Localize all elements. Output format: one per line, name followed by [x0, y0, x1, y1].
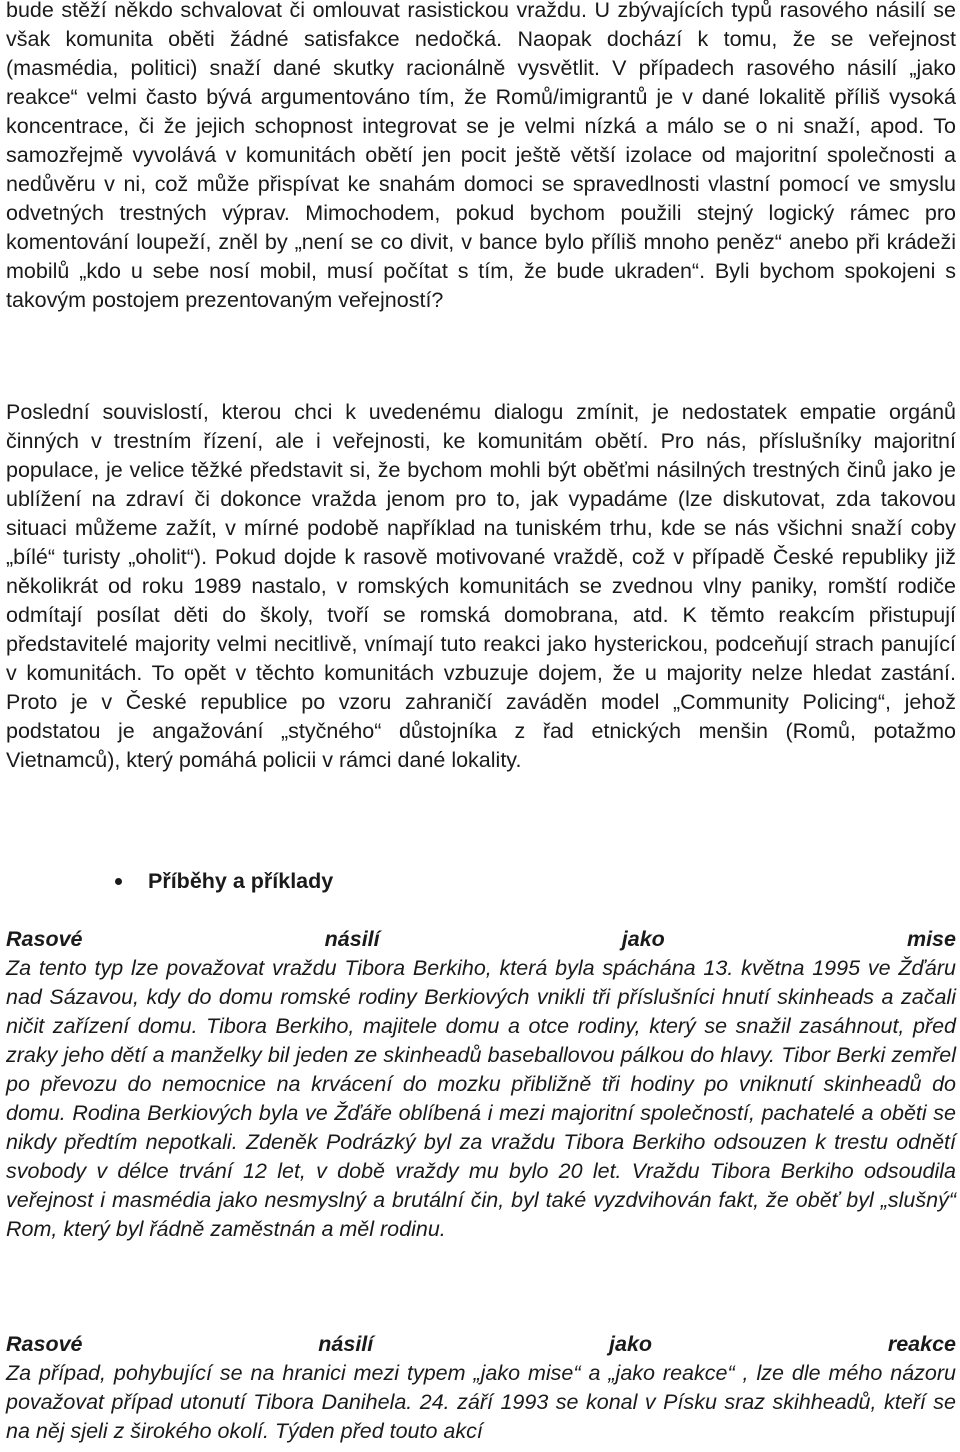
section-body-reakce: Za případ, pohybující se na hranici mezi typem „jako mise“ a „jako reakce“ , lze dle mého názoru považovat případ utonutí Tibora Danihela. 24. září 1993 se konal v Písku sraz skihheadů, kteří se na něj sjeli z širokého okolí. Týden před touto akcí — [6, 1361, 956, 1443]
bullet-icon — [115, 878, 122, 885]
heading-word: jako — [621, 927, 665, 951]
bullet-heading-text: Příběhy a příklady — [148, 869, 334, 893]
section-heading-reakce — [6, 1330, 956, 1359]
paragraph-1: bude stěží někdo schvalovat či omlouvat rasistickou vraždu. U zbývajících typů rasového násilí se však komunita oběti žádné satisfakce nedočká. Naopak dochází k tomu, že se veřejnost (masmédia, politici) snaží dané skutky racionálně vysvětlit. V případech rasového násilí „jako reakce“ velmi často bývá argumentováno tím, že Romů/imigrantů je v dané lokalitě příliš vysoká koncentrace, či že jejich schopnost integrovat se je velmi nízká a málo se o ni snaží, apod. To samozřejmě vyvolává v komunitách obětí jen pocit ještě větší izolace od majoritní společnosti a nedůvěru v ni, což může přispívat ke snahám domoci se spravedlnosti vlastní pomocí ve smyslu odvetných trestných výprav. Mimochodem, pokud bychom použili stejný logický rámec pro komentování loupeží, zněl by „není se co divit, v bance bylo příliš mnoho peněz“ anebo při krádeži mobilů „kdo u sebe nosí mobil, musí počítat s tím, že bude ukraden“. Byli bychom spokojeni s takovým postojem prezentovaným veřejností? — [6, 0, 956, 312]
heading-word: jako — [609, 1332, 653, 1356]
heading-word: reakce — [887, 1332, 956, 1356]
paragraph-2: Poslední souvislostí, kterou chci k uvedenému dialogu zmínit, je nedostatek empatie orgánů činných v trestním řízení, ale i veřejnosti, ke komunitám obětí. Pro nás, příslušníky majoritní populace, je velice těžké představit si, že bychom mohli být oběťmi násilných trestných činů jako je ublížení na zdraví či dokonce vražda jenom pro to, jak vypadáme (lze diskutovat, zda takovou situaci můžeme zažít, v mírné podobě například na tuniském trhu, kde se nás všichni snaží coby „bílé“ turisty „oholit“). Pokud dojde k rasově motivované vraždě, což v případě České republiky již několikrát od roku 1989 nastalo, v romských komunitách se zvednou vlny paniky, romští rodiče odmítají posílat děti do školy, tvoří se romská domobrana, atd. K těmto reakcím přistupují představitelé majority velmi necitlivě, vnímají tuto reakci jako hysterickou, podceňují strach panující v komunitách. To opět v těchto komunitách vzbuzuje dojem, že u majority nelze hledat zastání. Proto je v České republice po vzoru zahraničí zaváděn model „Community Policing“, jehož podstatou je angažování „styčného“ důstojníka z řad etnických menšin (Romů, potažmo Vietnamců), který pomáhá policii v rámci dané lokality. — [6, 400, 956, 772]
heading-word: násilí — [324, 927, 380, 951]
bullet-heading — [115, 867, 333, 896]
section-body-mise: Za tento typ lze považovat vraždu Tibora Berkiho, která byla spáchána 13. května 1995 ve Žďáru nad Sázavou, kdy do domu romské rodiny Berkiových vnikli tři příslušníci hnutí skinheads a začali ničit zařízení domu. Tibora Berkiho, majitele domu a otce rodiny, který se snažil zasáhnout, před zraky jeho dětí a manželky bil jeden ze skinheadů baseballovou pálkou do hlavy. Tibor Berki zemřel po převozu do nemocnice na krvácení do mozku přibližně tři hodiny po vniknutí skinheadů do domu. Rodina Berkiových byla ve Žďáře oblíbená i mezi majoritní společností, pachatelé a oběti se nikdy předtím nepotkali. Zdeněk Podrázký byl za vraždu Tibora Berkiho odsouzen k trestu odnětí svobody v délce trvání 12 let, v době vraždy mu bylo 20 let. Vraždu Tibora Berkiho odsoudila veřejnost i masmédia jako nesmyslný a brutální čin, byl také vyzdvihován fakt, že oběť byl „slušný“ Rom, který byl řádně zaměstnán a měl rodinu. — [6, 956, 956, 1241]
heading-word: Rasové — [6, 927, 83, 951]
heading-word: Rasové — [6, 1332, 83, 1356]
heading-word: násilí — [318, 1332, 374, 1356]
section-heading-mise — [6, 925, 956, 954]
heading-word: mise — [906, 927, 956, 951]
